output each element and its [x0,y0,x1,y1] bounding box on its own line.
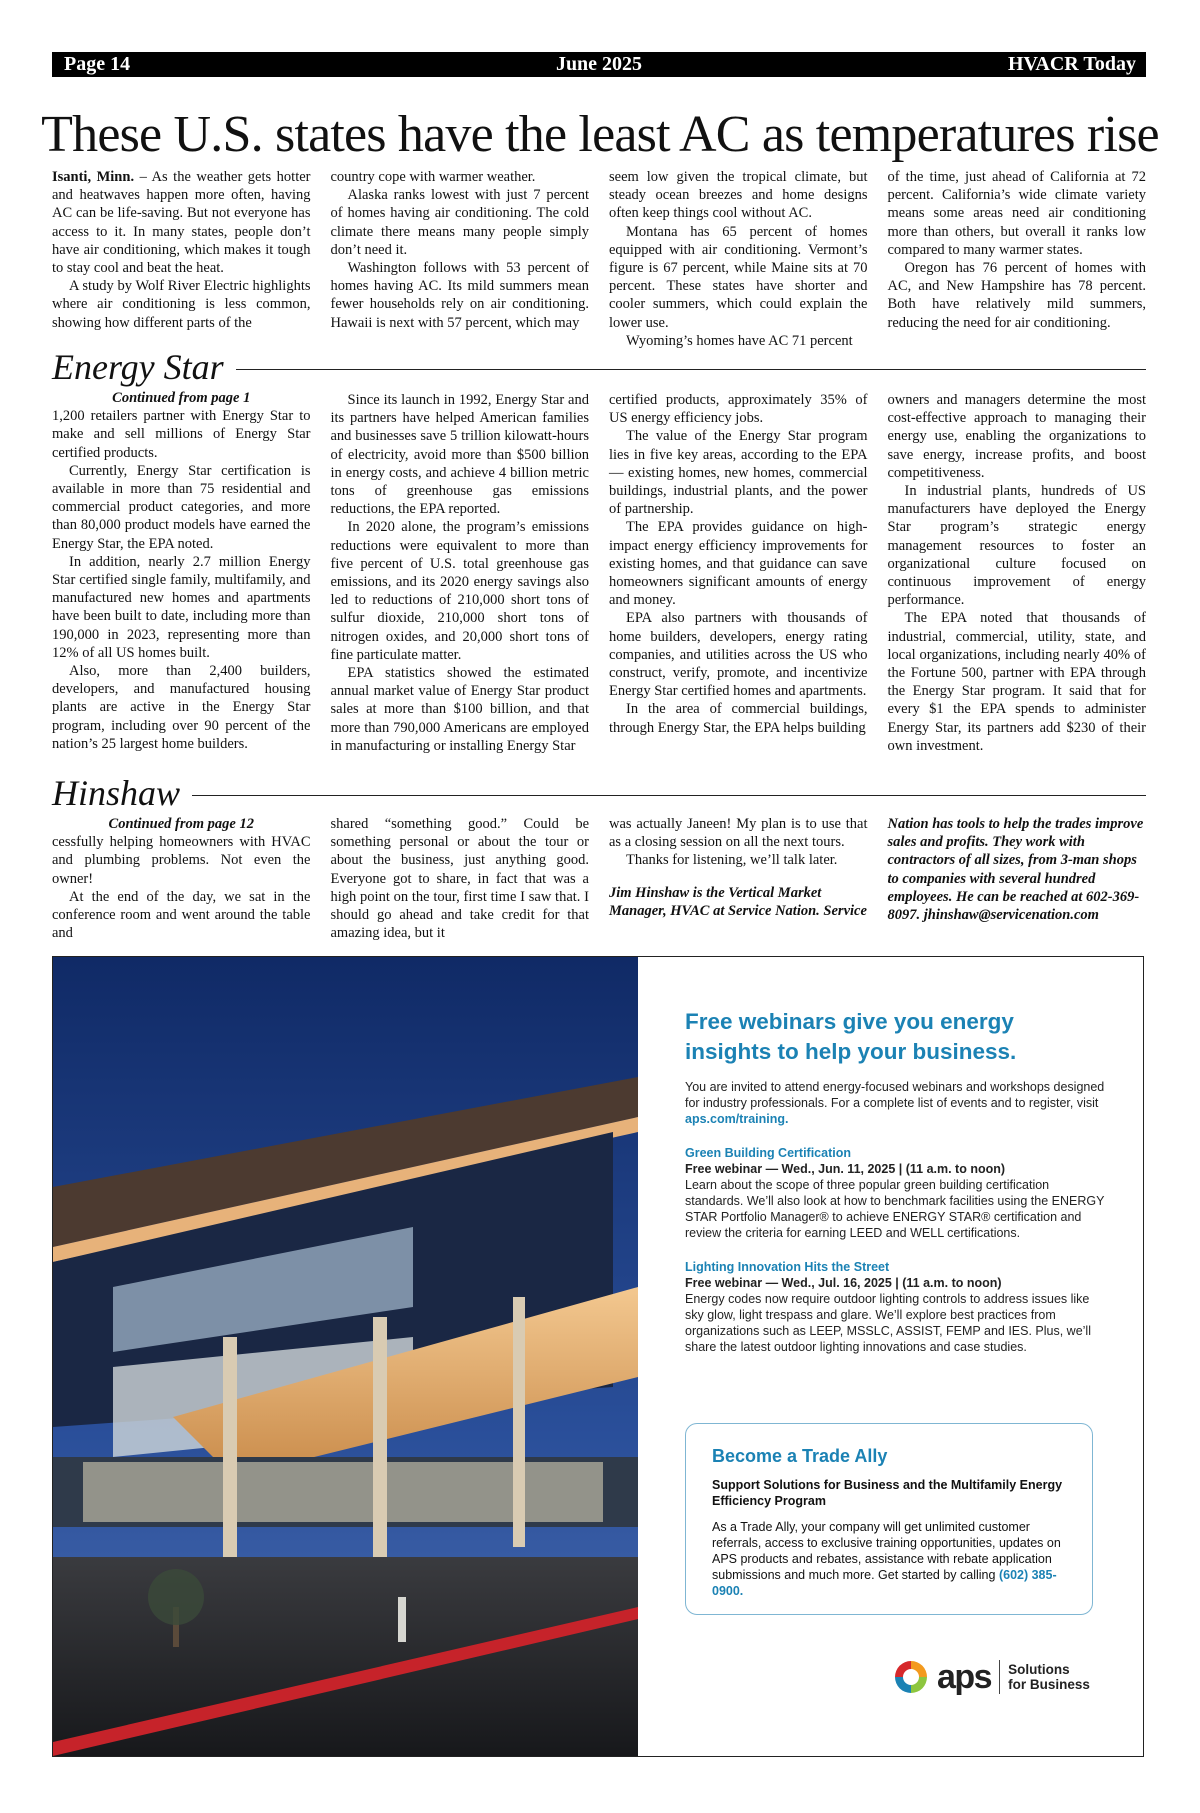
paragraph: – As the weather gets hotter and heatwaves happen more often, having AC can be life-saving. But not everyone has access to it. In many states, people don’t have air conditioning, which makes it tough to stay cool and beat the heat. [52,169,311,277]
paragraph: Alaska ranks lowest with just 7 percent of homes having air conditioning. The cold climate there means many people simply don’t need it. [330,187,589,258]
paragraph: shared “something good.” Could be something personal or about the tour or about the business, just anything good. Everyone got to share, in fact that was a high point on the tour, first time I saw that. I should go ahead and take credit for that amazing idea, but it [330,816,589,942]
continued-note: Continued from page 12 [108,816,254,832]
energy-star-header [52,346,1146,388]
hinshaw-column-3 [609,815,868,942]
webinar-description: Learn about the scope of three popular green building certification standards. We’ll also look at how to benchmark facilities using the ENERGY STAR Portfolio Manager® to achieve ENERGY STAR® certification and review the criteria for earning LEED and WELL certifications. [685,1178,1105,1240]
paragraph: Since its launch in 1992, Energy Star and its partners have helped American families and businesses save 5 trillion kilowatt-hours of electricity, avoid more than $500 billion in energy costs, and achieve 4 billion metric tons of greenhouse gas emissions reductions, the EPA reported. [330,392,589,518]
paragraph: The EPA provides guidance on high-impact energy efficiency improvements for existing homes, and that guidance can save homeowners significant amounts of energy and money. [609,519,868,609]
ad-intro [685,1079,1105,1127]
paragraph: In addition, nearly 2.7 million Energy Star certified single family, multifamily, and manufactured new homes and apartments have been built to date, including more than 190,000 in 2023, representing more than 12% of all US homes built. [52,553,311,661]
building-photo [53,957,638,1756]
ad-copy [685,1007,1105,1369]
masthead-bar [52,52,1146,77]
paragraph: Wyoming’s homes have AC 71 percent [626,332,853,349]
paragraph: certified products, approximately 35% of US energy efficiency jobs. [609,392,868,427]
ad-intro-text: You are invited to attend energy-focused webinars and workshops designed for industry professionals. For a complete list of events and to register, visit [685,1080,1105,1110]
webinar-item [685,1259,1105,1355]
energy-star-column-2 [331,389,590,755]
webinar-date: Free webinar — Wed., Jun. 11, 2025 | (11 a.m. to noon) [685,1162,1006,1176]
hinshaw-article [52,815,1146,942]
aps-logo [891,1657,1090,1697]
hinshaw-column-2 [331,815,590,942]
aps-swirl-icon [891,1657,931,1697]
training-link[interactable]: aps.com/training. [685,1112,789,1126]
paragraph: 1,200 retailers partner with Energy Star to make and sell millions of Energy Star certified products. [52,408,311,461]
logo-tagline-line: Solutions [1008,1662,1070,1677]
paragraph: EPA also partners with thousands of home builders, developers, energy rating companies, and utilities across the US who construct, verify, promote, and incentivize Energy Star certified homes and apartments. [609,610,868,700]
paragraph: In industrial plants, hundreds of US manufacturers have deployed the Energy Star program’s strategic energy management resources to foster an organizational culture focused on continuous improvement of energy performance. [887,483,1146,609]
issue-date: June 2025 [555,53,643,75]
paragraph: of the time, just ahead of California at 72 percent. California’s wide climate variety means some areas need air conditioning more than others, but overall it ranks low compared to many warmer states. [887,169,1146,258]
paragraph: At the end of the day, we sat in the conference room and went around the table and [52,888,311,942]
phone-link[interactable]: (602) 385-0900. [712,1568,1057,1598]
section-title: Energy Star [52,347,224,387]
paragraph: In 2020 alone, the program’s emissions reductions were equivalent to more than five percent of U.S. total greenhouse gas emissions, and its 2020 energy savings also led to reductions of 210,000 short tons of sulfur dioxide, 210,000 short tons of nitrogen oxides, and 20,000 short tons of fine particulate matter. [330,519,589,663]
continued-note: Continued from page 1 [112,390,251,406]
ad-title: Free webinars give you energy insights to help your business. [685,1009,1017,1064]
section-rule [236,369,1146,370]
paragraph: Currently, Energy Star certification is available in more than 75 residential and commercial product categories, and more than 80,000 product models have earned the Energy Star, the EPA noted. [52,462,311,552]
author-bio-continued: Nation has tools to help the trades improve sales and profits. They work with contractors of all sizes, from 3-man shops to companies with several hundred employees. He can be reached at 602-369-8097. jhinshaw@servicenation.com [887,816,1144,924]
publication-name: HVACR Today [1007,53,1136,75]
paragraph: Thanks for listening, we’ll talk later. [626,852,838,869]
paragraph: The EPA noted that thousands of industrial, commercial, utility, state, and local organizations, including nearly 40% of the Fortune 500, partner with EPA through the Energy Star program. It said that for every $1 the EPA spends to administer Energy Star, its partners add $230 of their own investment. [887,610,1146,754]
paragraph: Washington follows with 53 percent of homes having AC. Its mild summers mean fewer households rely on air conditioning. Hawaii is next with 57 percent, which may [330,260,589,331]
paragraph: Montana has 65 percent of homes equipped with air conditioning. Vermont’s figure is 67 percent, while Maine sits at 70 percent. These states have shorter and cooler summers, which could explain the lower use. [609,223,868,331]
aps-wordmark: aps [937,1657,992,1696]
trade-ally-subtitle: Support Solutions for Business and the Multifamily Energy Efficiency Program [712,1478,1063,1508]
webinar-item [685,1145,1105,1241]
lead-headline: These U.S. states have the least AC as temperatures rise [41,106,1159,163]
logo-tagline [1008,1662,1090,1692]
trade-ally-body: As a Trade Ally, your company will get unlimited customer referrals, access to exclusive training opportunities, updates on APS products and rebates, assistance with rebate application submissions and much more. Get started by calling [712,1520,1061,1582]
page-number: Page 14 [64,53,131,75]
lead-article [52,168,1146,350]
energy-star-column-3 [609,389,868,755]
webinar-name: Green Building Certification [685,1146,851,1160]
section-title: Hinshaw [52,773,181,813]
paragraph: was actually Janeen! My plan is to use that as a closing session on all the next tours. [609,816,868,851]
author-bio: Jim Hinshaw is the Vertical Market Manager, HVAC at Service Nation. Service [609,884,867,919]
paragraph: A study by Wolf River Electric highlights where air conditioning is less common, showing how different parts of the [52,278,311,331]
dateline: Isanti, Minn. [52,169,135,185]
lead-column-2 [331,168,590,350]
energy-star-column-1 [52,389,311,755]
paragraph: In the area of commercial buildings, through Energy Star, the EPA helps building [609,701,868,736]
paragraph: owners and managers determine the most cost-effective approach to managing their energy use, enabling the organizations to save energy, increase profits, and boost competitiveness. [887,392,1146,481]
webinar-description: Energy codes now require outdoor lighting controls to address issues like sky glow, light trespass and glare. We’ll explore best practices from organizations such as LEEP, MSSLC, ASSIST, FEMP and IES. Plus, we’ll share the latest outdoor lighting innovations and case studies. [685,1292,1091,1354]
section-rule [192,795,1146,796]
energy-star-column-4 [888,389,1147,755]
trade-ally-title: Become a Trade Ally [712,1446,888,1466]
webinar-name: Lighting Innovation Hits the Street [685,1260,890,1274]
energy-star-article [52,389,1146,755]
logo-divider [999,1660,1000,1694]
paragraph: EPA statistics showed the estimated annual market value of Energy Star product sales at more than $100 billion, and that more than 790,000 Americans are employed in manufacturing or installing Energy Star [330,665,589,754]
paragraph: The value of the Energy Star program lies in five key areas, according to the EPA — existing homes, new homes, commercial buildings, industrial plants, and the power of partnership. [609,428,868,518]
paragraph: seem low given the tropical climate, but steady ocean breezes and home designs often keep things cool without AC. [609,169,868,222]
paragraph: Also, more than 2,400 builders, developers, and manufactured housing plants are active in the Energy Star program, including over 90 percent of the nation’s 25 largest home builders. [52,663,311,752]
hinshaw-column-1 [52,815,311,942]
hinshaw-header [52,772,1146,814]
logo-tagline-line: for Business [1008,1677,1090,1692]
lead-column-1 [52,168,311,350]
trade-ally-box [685,1423,1093,1615]
lead-column-3 [609,168,868,350]
trade-ally-text [712,1519,1066,1599]
paragraph: cessfully helping homeowners with HVAC and plumbing problems. Not even the owner! [52,834,311,887]
paragraph: Oregon has 76 percent of homes with AC, and New Hampshire has 78 percent. Both have relatively mild summers, reducing the need for air conditioning. [887,260,1146,331]
lead-column-4 [888,168,1147,350]
aps-advertisement [52,956,1144,1757]
paragraph: country cope with warmer weather. [330,169,536,185]
webinar-date: Free webinar — Wed., Jul. 16, 2025 | (11 a.m. to noon) [685,1276,1002,1290]
hinshaw-column-4 [888,815,1147,942]
